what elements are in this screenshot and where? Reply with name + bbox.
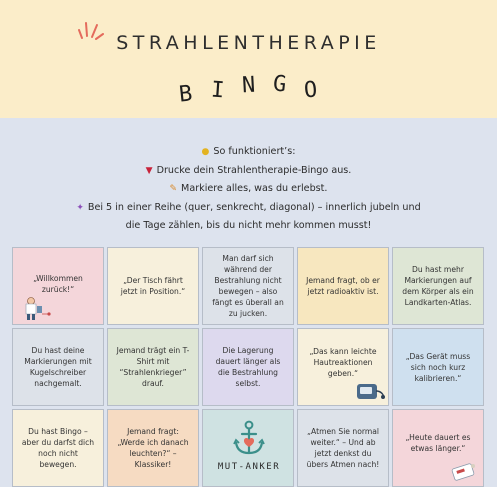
bingo-cell[interactable]: [12, 247, 104, 325]
instructions-heading: So funktioniert’s:: [213, 146, 296, 157]
bingo-letter: N: [241, 72, 256, 99]
bingo-cell[interactable]: [392, 409, 484, 487]
bingo-cell[interactable]: [297, 409, 389, 487]
medical-device-icon: [451, 460, 479, 482]
bingo-cell-text: „Das kann leichte Hautreaktionen geben.“: [309, 346, 377, 378]
bingo-center-cell[interactable]: [202, 409, 294, 487]
bingo-cell[interactable]: [107, 409, 199, 487]
pushpin-icon: ▼: [145, 165, 153, 176]
bingo-letter: B: [178, 81, 194, 108]
bingo-cell-text: Die Lagerung dauert länger als die Bestrahlung selbst.: [215, 346, 281, 388]
bingo-cell-text: „Willkommen zurück!“: [33, 274, 83, 294]
bingo-cell[interactable]: [392, 328, 484, 406]
bingo-letter: G: [271, 71, 288, 98]
party-icon: ✦: [76, 202, 84, 213]
blood-pressure-monitor-icon: [356, 381, 386, 401]
pencil-icon: ✎: [169, 184, 178, 195]
instructions-heading-line: [20, 143, 477, 162]
mut-anker-label: MUT-ANKER: [217, 462, 281, 472]
instructions-line: [20, 162, 477, 181]
bingo-cell[interactable]: [202, 247, 294, 325]
instructions-line: [20, 199, 477, 218]
header-banner: [0, 0, 497, 118]
bingo-cell-text: Jemand fragt, ob er jetzt radioaktiv ist.: [306, 276, 380, 296]
mut-anker-logo: [203, 410, 294, 487]
instructions-text: Drucke dein Strahlentherapie-Bingo aus.: [156, 164, 352, 176]
bingo-cell[interactable]: [107, 328, 199, 406]
instructions-text: Markiere alles, was du erlebst.: [181, 183, 328, 195]
bingo-cell[interactable]: [392, 247, 484, 325]
doctor-illustration-icon: [23, 296, 53, 322]
instructions: [20, 143, 477, 235]
bingo-cell[interactable]: [107, 247, 199, 325]
bingo-cell[interactable]: [297, 247, 389, 325]
instructions-line: [20, 217, 477, 235]
instructions-line: [20, 180, 477, 199]
bingo-letter: I: [209, 77, 225, 104]
bingo-cell-text: „Der Tisch fährt jetzt in Position.“: [120, 276, 186, 296]
bingo-cell-text: Jemand trägt ein T-Shirt mit “Strahlenkrieger” drauf.: [116, 346, 190, 388]
bingo-cell[interactable]: [202, 328, 294, 406]
bingo-cell[interactable]: [12, 409, 104, 487]
instructions-text: Bei 5 in einer Reihe (quer, senkrecht, diagonal) – innerlich jubeln und: [87, 201, 421, 213]
bingo-cell-text: „Heute dauert es etwas länger.“: [405, 433, 471, 453]
bingo-cell-text: Man darf sich während der Bestrahlung nicht bewegen – also fängt es überall an zu jucken.: [212, 254, 284, 318]
instructions-text: die Tage zählen, bis du nicht mehr kommen musst!: [125, 220, 372, 232]
bingo-cell[interactable]: [297, 328, 389, 406]
bingo-cell-text: Du hast Bingo – aber du darfst dich noch nicht bewegen.: [21, 427, 95, 469]
page-title: STRAHLENTHERAPIE: [116, 32, 381, 54]
bingo-cell-text: „Atmen Sie normal weiter.“ – Und ab jetzt denkst du übers Atmen nach!: [306, 427, 380, 469]
bingo-grid: [12, 247, 484, 487]
lightbulb-icon: ●: [201, 147, 210, 157]
anchor-icon: [233, 420, 265, 458]
bingo-cell-text: „Das Gerät muss sich noch kurz kalibrieren.“: [405, 351, 471, 383]
bingo-cell-text: Jemand fragt: „Werde ich danach leuchten?“ – Klassiker!: [117, 427, 189, 469]
bingo-letter: O: [303, 77, 319, 104]
bingo-cell-text: Du hast mehr Markierungen auf dem Körper als ein Landkarten-Atlas.: [402, 265, 474, 307]
bingo-wordmark: [0, 71, 497, 108]
bingo-cell-text: Du hast deine Markierungen mit Kugelschreiber nachgemalt.: [24, 346, 92, 388]
bingo-cell[interactable]: [12, 328, 104, 406]
